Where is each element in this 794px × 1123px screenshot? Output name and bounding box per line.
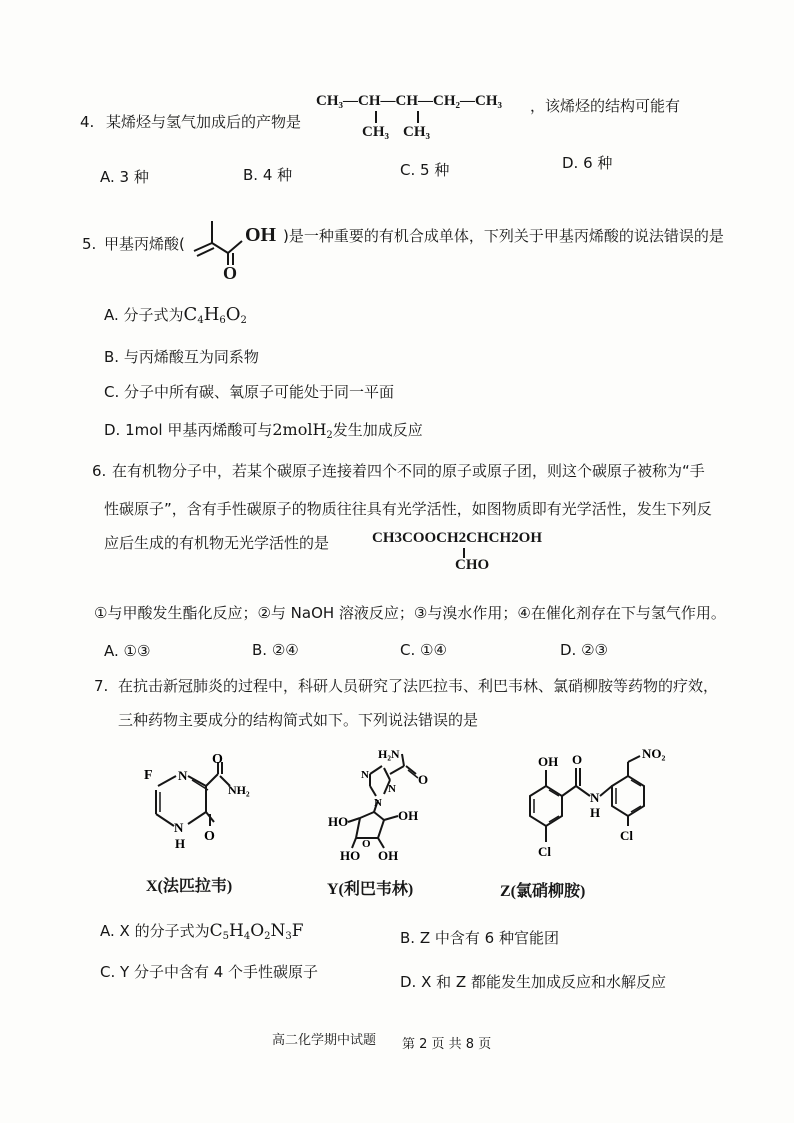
q4-formula-sub2: CH₃ — [403, 124, 430, 140]
q5-option-b[interactable]: B. 与丙烯酸互为同系物 — [104, 348, 259, 366]
q6-formula-branch: CHO — [455, 557, 490, 573]
q5-option-c[interactable]: C. 分子中所有碳、氧原子可能处于同一平面 — [104, 383, 395, 401]
q7-z-n: N — [590, 790, 600, 805]
footer-title: 高二化学期中试题 — [272, 1033, 377, 1048]
q4-option-c[interactable]: C. 5 种 — [400, 161, 450, 179]
q6-option-b[interactable]: B. ②④ — [252, 641, 299, 659]
q4-option-b[interactable]: B. 4 种 — [243, 166, 293, 184]
q5-option-d-a: D. 1mol 甲基丙烯酸可与 — [104, 421, 273, 439]
q4-number: 4. — [80, 113, 95, 131]
q7-structure-z — [500, 744, 700, 869]
q5-number: 5. — [82, 235, 97, 253]
q7-option-b[interactable]: B. Z 中含有 6 种官能团 — [400, 929, 559, 947]
q4-option-a[interactable]: A. 3 种 — [100, 168, 149, 186]
q7-option-a-prefix: A. X 的分子式为 — [100, 922, 210, 940]
q7-x-o2: O — [204, 829, 215, 844]
q7-x-n: N — [174, 820, 184, 835]
q5-struct-o: O — [223, 263, 238, 279]
q7-y-oh2: OH — [378, 848, 399, 863]
q4-formula-bond1 — [375, 111, 377, 123]
q7-y-o: O — [418, 772, 429, 787]
footer-page-number: 第 2 页 共 8 页 — [402, 1037, 492, 1052]
q7-label-x: X(法匹拉韦) — [146, 878, 233, 895]
q6-conditions: ①与甲酸发生酯化反应；②与 NaOH 溶液反应；③与溴水作用；④在催化剂存在下与氢气作用。 — [94, 604, 726, 622]
q7-z-no2: NO₂ — [642, 746, 666, 761]
q7-z-cl2: Cl — [620, 828, 633, 843]
q6-option-c[interactable]: C. ①④ — [400, 641, 447, 659]
q7-option-a-formula: $C_5H_4O_2N_3F$ — [209, 921, 304, 942]
q7-y-n3: N — [374, 797, 382, 809]
q4-stem-tail: ，该烯烃的结构可能有 — [530, 97, 681, 115]
q7-x-o1: O — [212, 752, 223, 767]
q7-option-c[interactable]: C. Y 分子中含有 4 个手性碳原子 — [100, 963, 319, 981]
q6-line2: 性碳原子”，含有手性碳原子的物质往往具有光学活性，如图物质即有光学活性，发生下列反 — [104, 500, 712, 518]
q7-x-n-top: N — [178, 768, 188, 783]
q5-option-d-b: 2molH$_2$ — [272, 420, 333, 441]
q7-structure-y — [326, 744, 436, 869]
q7-y-ho2: HO — [340, 848, 361, 863]
q4-option-d[interactable]: D. 6 种 — [562, 154, 613, 172]
q4-formula-main: CH₃—CH—CH—CH₂—CH₃ — [316, 93, 502, 109]
q7-y-n2: N — [388, 783, 396, 795]
q7-z-cl1: Cl — [538, 844, 551, 859]
q7-y-oh1: OH — [398, 808, 419, 823]
q6-line1: 在有机物分子中，若某个碳原子连接着四个不同的原子或原子团，则这个碳原子被称为“手 — [112, 462, 705, 480]
q7-x-f: F — [144, 768, 153, 783]
q4-formula-bond2 — [417, 111, 419, 123]
q5-stem-a: 甲基丙烯酸( — [104, 235, 185, 253]
q7-y-h2n: H₂N — [378, 747, 400, 761]
q7-label-z: Z(氯硝柳胺) — [500, 883, 586, 900]
q7-option-d[interactable]: D. X 和 Z 都能发生加成反应和水解反应 — [400, 973, 666, 991]
q5-option-a[interactable] — [104, 305, 247, 325]
q5-option-a-prefix: A. 分子式为 — [104, 306, 184, 324]
q5-option-a-formula: $C_4H_6O_2$ — [183, 304, 247, 326]
q6-option-d[interactable]: D. ②③ — [560, 641, 608, 659]
q5-stem-b: )是一种重要的有机合成单体，下列关于甲基丙烯酸的说法错误的是 — [283, 227, 724, 245]
q5-structure — [190, 213, 282, 279]
q4-formula-sub1: CH₃ — [362, 124, 389, 140]
q7-y-n1: N — [361, 769, 369, 781]
q6-option-a[interactable]: A. ①③ — [104, 642, 151, 660]
q6-formula-main: CH3COOCH2CHCH2OH — [372, 530, 543, 546]
q6-line3: 应后生成的有机物无光学活性的是 — [104, 534, 330, 552]
q7-x-nh2: NH₂ — [228, 783, 250, 797]
q5-option-d-c: 发生加成反应 — [332, 421, 423, 439]
q7-x-h: H — [175, 836, 186, 851]
q7-option-a[interactable] — [100, 921, 304, 941]
q7-label-y: Y(利巴韦林) — [327, 881, 414, 898]
q7-z-oh: OH — [538, 754, 559, 769]
q7-line1: 在抗击新冠肺炎的过程中，科研人员研究了法匹拉韦、利巴韦林、氯硝柳胺等药物的疗效， — [118, 677, 719, 695]
q7-y-ho1: HO — [328, 814, 349, 829]
q5-option-d[interactable] — [104, 420, 423, 440]
q7-y-ring-o: O — [362, 838, 371, 850]
q7-z-o: O — [572, 752, 583, 767]
q4-stem: 某烯烃与氢气加成后的产物是 — [106, 113, 302, 131]
q7-structure-x — [128, 752, 288, 862]
q7-z-h: H — [590, 805, 601, 820]
q7-line2: 三种药物主要成分的结构简式如下。下列说法错误的是 — [118, 711, 479, 729]
q6-number: 6. — [92, 462, 107, 480]
q5-struct-oh: OH — [245, 224, 277, 246]
q7-number: 7. — [94, 677, 109, 695]
